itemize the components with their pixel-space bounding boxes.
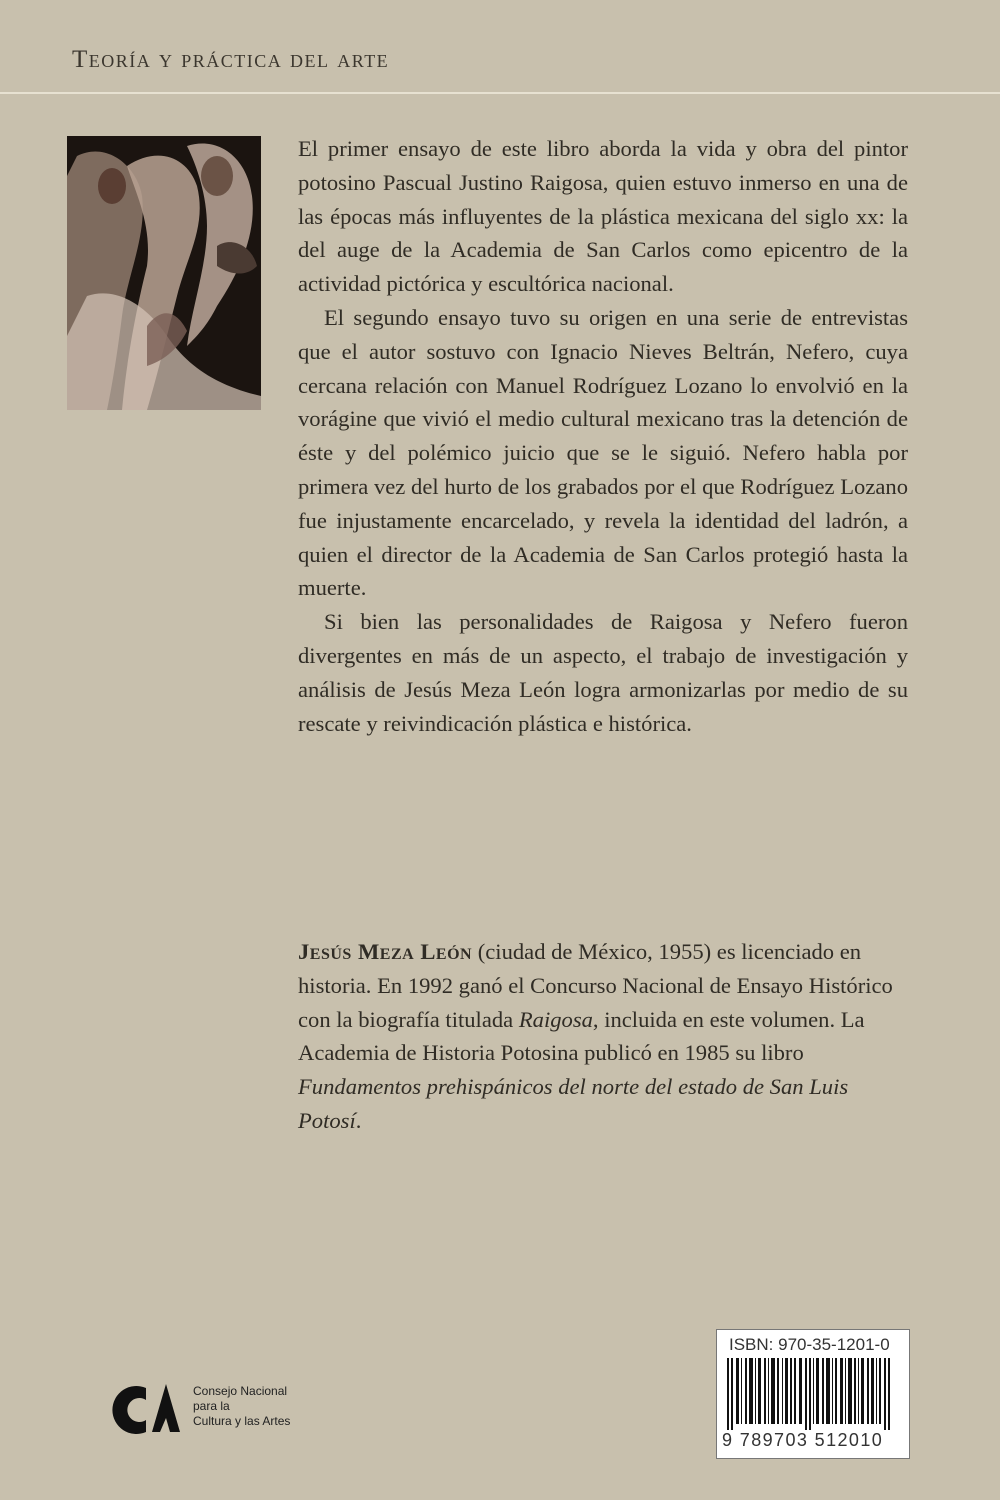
publisher-line-1: Consejo Nacional (193, 1384, 288, 1398)
synopsis-text (298, 132, 908, 740)
header-divider (0, 92, 1000, 94)
conaculta-logo-icon (108, 1380, 186, 1441)
book-title-fundamentos: Fundamentos prehispánicos del norte del estado de San Luis Potosí (298, 1074, 849, 1133)
author-bio (298, 935, 908, 1138)
barcode-icon (727, 1358, 899, 1430)
synopsis-paragraph-2: El segundo ensayo tuvo su origen en una serie de entrevistas que el autor sostuvo con Ignacio Nieves Beltrán, Nefero, cuya cercana relación con Manuel Rodríguez Lozano lo envolvió en la vorágine que vivió el medio cultural mexicano tras la detención de éste y del polémico juicio que se le siguió. Nefero habla por primera vez del hurto de los grabados por el que Rodríguez Lozano fue injustamente encarcelado, y revela la identidad del ladrón, a quien el director de la Academia de San Carlos protegió hasta la muerte. (298, 304, 908, 601)
bio-text-1: (ciudad de México, 1955) es licenciado en historia. En 1992 ganó el Concurso Nacional de Ensayo Histórico con la biografía titulada (298, 939, 893, 1032)
painting-figures-image (67, 136, 261, 410)
book-title-raigosa: Raigosa (518, 1006, 593, 1032)
synopsis-paragraph-3: Si bien las personalidades de Raigosa y Nefero fueron divergentes en más de un aspecto, el trabajo de investigación y análisis de Jesús Meza León logra armonizarlas por medio de su rescate y reivindicación plástica e histórica. (298, 609, 908, 736)
author-name: Jesús Meza León (298, 939, 473, 964)
isbn-barcode-box (716, 1329, 910, 1459)
bio-text-3: . (355, 1107, 362, 1133)
publisher-line-3: Cultura y las Artes (193, 1414, 291, 1428)
publisher-line-2: para la (193, 1399, 230, 1413)
cover-artwork (67, 136, 261, 410)
isbn-label: ISBN: 970-35-1201-0 (729, 1335, 890, 1354)
barcode-number: 9 789703 512010 (722, 1430, 884, 1450)
bio-text-2: , incluida en este volumen. La Academia de Historia Potosina publicó en 1985 su libro (298, 1006, 865, 1066)
synopsis-paragraph-1: El primer ensayo de este libro aborda la vida y obra del pintor potosino Pascual Justino Raigosa, quien estuvo inmerso en una de las épocas más influyentes de la plástica mexicana del siglo xx: la del auge de la Academia de San Carlos como epicentro de la actividad pictórica y escultórica nacional. (298, 136, 908, 297)
series-title: Teoría y práctica del arte (72, 46, 390, 73)
publisher-name (193, 1384, 290, 1429)
